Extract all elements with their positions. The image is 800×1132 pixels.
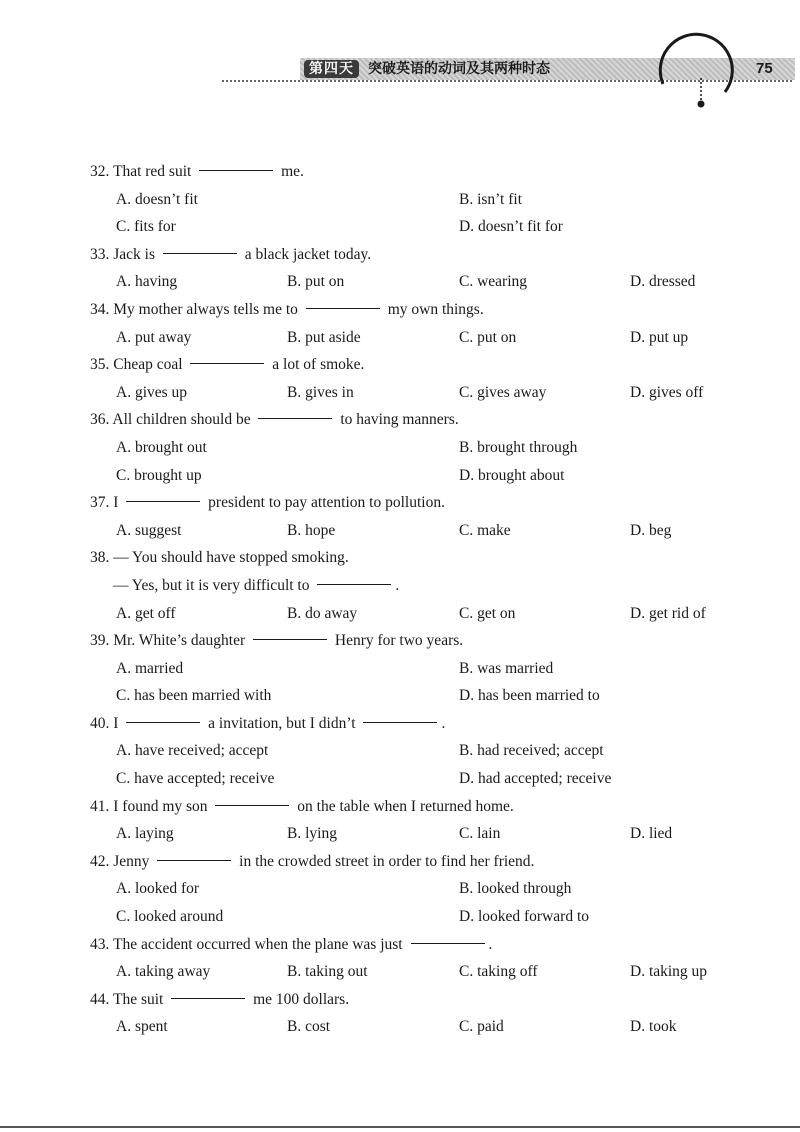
answer-blank bbox=[253, 639, 327, 640]
answer-option: D. brought about bbox=[459, 466, 565, 484]
stem-text: 44. The suit bbox=[90, 990, 168, 1008]
question-stem bbox=[90, 544, 780, 572]
options-row bbox=[90, 213, 780, 241]
question-stem bbox=[90, 848, 780, 876]
stem-text: — Yes, but it is very difficult to bbox=[113, 576, 314, 594]
question-item bbox=[90, 158, 780, 241]
answer-blank bbox=[163, 253, 237, 254]
answer-option: A. laying bbox=[116, 825, 174, 843]
options-row bbox=[90, 268, 780, 296]
answer-blank bbox=[190, 363, 264, 364]
options-row bbox=[90, 682, 780, 710]
answer-blank bbox=[215, 805, 289, 806]
question-stem bbox=[90, 627, 780, 655]
question-stem bbox=[90, 406, 780, 434]
options-row bbox=[90, 434, 780, 462]
stem-text: . bbox=[488, 935, 493, 953]
stem-text: 33. Jack is bbox=[90, 245, 159, 263]
question-stem bbox=[90, 793, 780, 821]
stem-text: 38. — You should have stopped smoking. bbox=[90, 549, 349, 567]
answer-option: C. brought up bbox=[116, 466, 202, 484]
stem-text: 36. All children should be bbox=[90, 411, 255, 429]
answer-option: A. taking away bbox=[116, 963, 211, 981]
answer-blank bbox=[317, 584, 391, 585]
answer-option: A. looked for bbox=[116, 880, 200, 898]
answer-option: A. having bbox=[116, 273, 178, 291]
answer-blank bbox=[411, 943, 485, 944]
question-item bbox=[90, 793, 780, 848]
answer-blank bbox=[306, 308, 380, 309]
question-item bbox=[90, 710, 780, 793]
answer-blank bbox=[126, 501, 200, 502]
answer-option: A. put away bbox=[116, 328, 192, 346]
stem-text: 37. I bbox=[90, 494, 123, 512]
answer-option: B. had received; accept bbox=[459, 742, 604, 760]
options-row bbox=[90, 655, 780, 683]
page-number: 75 bbox=[756, 60, 773, 77]
question-item bbox=[90, 986, 780, 1041]
stem-text: in the crowded street in order to find her friend. bbox=[235, 852, 535, 870]
answer-option: C. make bbox=[459, 521, 511, 539]
stem-text: to having manners. bbox=[336, 411, 459, 429]
stem-text: . bbox=[441, 714, 446, 732]
answer-option: D. looked forward to bbox=[459, 908, 589, 926]
answer-blank bbox=[171, 998, 245, 999]
question-item bbox=[90, 848, 780, 931]
question-list bbox=[90, 158, 780, 1041]
stem-text: on the table when I returned home. bbox=[293, 797, 514, 815]
options-row bbox=[90, 517, 780, 545]
question-stem bbox=[90, 489, 780, 517]
answer-option: B. hope bbox=[287, 521, 336, 539]
stem-text: 42. Jenny bbox=[90, 852, 154, 870]
stem-text: 43. The accident occurred when the plane was just bbox=[90, 935, 407, 953]
question-continuation bbox=[90, 572, 780, 600]
answer-option: D. took bbox=[630, 1018, 677, 1036]
answer-option: A. doesn’t fit bbox=[116, 190, 198, 208]
stem-text: me. bbox=[277, 163, 304, 180]
answer-option: A. gives up bbox=[116, 383, 188, 401]
stem-text: Henry for two years. bbox=[331, 632, 464, 650]
stem-text: president to pay attention to pollution. bbox=[204, 494, 445, 512]
answer-blank bbox=[199, 170, 273, 171]
stem-text: 35. Cheap coal bbox=[90, 356, 187, 374]
answer-option: B. isn’t fit bbox=[459, 190, 523, 208]
stem-text: 32. That red suit bbox=[90, 163, 196, 180]
answer-option: A. married bbox=[116, 659, 184, 677]
options-row bbox=[90, 324, 780, 352]
question-item bbox=[90, 489, 780, 544]
answer-option: C. gives away bbox=[459, 383, 547, 401]
options-row bbox=[90, 875, 780, 903]
options-row bbox=[90, 1013, 780, 1041]
stem-text: my own things. bbox=[383, 300, 484, 318]
question-item bbox=[90, 931, 780, 986]
options-row bbox=[90, 903, 780, 931]
answer-blank bbox=[126, 722, 200, 723]
answer-option: B. brought through bbox=[459, 438, 578, 456]
answer-option: C. has been married with bbox=[116, 687, 272, 705]
answer-option: B. do away bbox=[287, 604, 358, 622]
answer-option: C. looked around bbox=[116, 908, 224, 926]
answer-option: C. lain bbox=[459, 825, 501, 843]
answer-option: A. suggest bbox=[116, 521, 182, 539]
question-stem bbox=[90, 241, 780, 269]
answer-option: C. get on bbox=[459, 604, 516, 622]
answer-blank bbox=[157, 860, 231, 861]
question-stem bbox=[90, 158, 780, 186]
answer-option: D. gives off bbox=[630, 383, 704, 401]
answer-option: A. get off bbox=[116, 604, 176, 622]
answer-option: B. looked through bbox=[459, 880, 572, 898]
question-stem bbox=[90, 296, 780, 324]
options-row bbox=[90, 737, 780, 765]
answer-option: D. get rid of bbox=[630, 604, 706, 622]
answer-option: D. beg bbox=[630, 521, 672, 539]
answer-option: B. put on bbox=[287, 273, 345, 291]
decorative-arc-icon bbox=[655, 22, 735, 112]
options-row bbox=[90, 186, 780, 214]
question-item bbox=[90, 296, 780, 351]
page-header bbox=[0, 0, 800, 120]
answer-option: D. taking up bbox=[630, 963, 708, 981]
answer-option: B. cost bbox=[287, 1018, 331, 1036]
bottom-rule bbox=[0, 1126, 800, 1128]
answer-option: A. spent bbox=[116, 1018, 168, 1036]
question-stem bbox=[90, 986, 780, 1014]
day-badge: 第四天 bbox=[304, 60, 359, 78]
options-row bbox=[90, 379, 780, 407]
options-row bbox=[90, 462, 780, 490]
answer-option: C. put on bbox=[459, 328, 517, 346]
answer-option: D. put up bbox=[630, 328, 689, 346]
chapter-title: 突破英语的动词及其两种时态 bbox=[368, 61, 550, 77]
answer-option: C. paid bbox=[459, 1018, 504, 1036]
question-stem bbox=[90, 931, 780, 959]
stem-text: 41. I found my son bbox=[90, 797, 212, 815]
answer-blank bbox=[363, 722, 437, 723]
question-item bbox=[90, 241, 780, 296]
answer-option: D. has been married to bbox=[459, 687, 600, 705]
answer-option: D. dressed bbox=[630, 273, 696, 291]
stem-text: a lot of smoke. bbox=[268, 356, 365, 374]
answer-option: D. lied bbox=[630, 825, 673, 843]
question-stem bbox=[90, 710, 780, 738]
question-stem bbox=[90, 351, 780, 379]
answer-option: C. have accepted; receive bbox=[116, 770, 275, 788]
options-row bbox=[90, 765, 780, 793]
stem-text: a invitation, but I didn’t bbox=[204, 714, 360, 732]
answer-option: C. fits for bbox=[116, 218, 176, 236]
options-row bbox=[90, 600, 780, 628]
answer-option: B. lying bbox=[287, 825, 337, 843]
answer-option: B. taking out bbox=[287, 963, 368, 981]
question-item bbox=[90, 627, 780, 710]
answer-option: D. had accepted; receive bbox=[459, 770, 612, 788]
options-row bbox=[90, 820, 780, 848]
answer-option: B. gives in bbox=[287, 383, 354, 401]
question-item bbox=[90, 351, 780, 406]
stem-text: . bbox=[395, 576, 400, 594]
options-row bbox=[90, 958, 780, 986]
question-item bbox=[90, 544, 780, 627]
answer-option: B. put aside bbox=[287, 328, 361, 346]
answer-option: D. doesn’t fit for bbox=[459, 218, 563, 236]
stem-text: 39. Mr. White’s daughter bbox=[90, 632, 249, 650]
stem-text: a black jacket today. bbox=[240, 245, 372, 263]
question-item bbox=[90, 406, 780, 489]
stem-text: 40. I bbox=[90, 714, 123, 732]
answer-option: C. wearing bbox=[459, 273, 528, 291]
stem-text: 34. My mother always tells me to bbox=[90, 300, 302, 318]
stem-text: me 100 dollars. bbox=[249, 990, 350, 1008]
answer-blank bbox=[258, 418, 332, 419]
answer-option: A. have received; accept bbox=[116, 742, 269, 760]
answer-option: C. taking off bbox=[459, 963, 538, 981]
answer-option: B. was married bbox=[459, 659, 554, 677]
answer-option: A. brought out bbox=[116, 438, 207, 456]
